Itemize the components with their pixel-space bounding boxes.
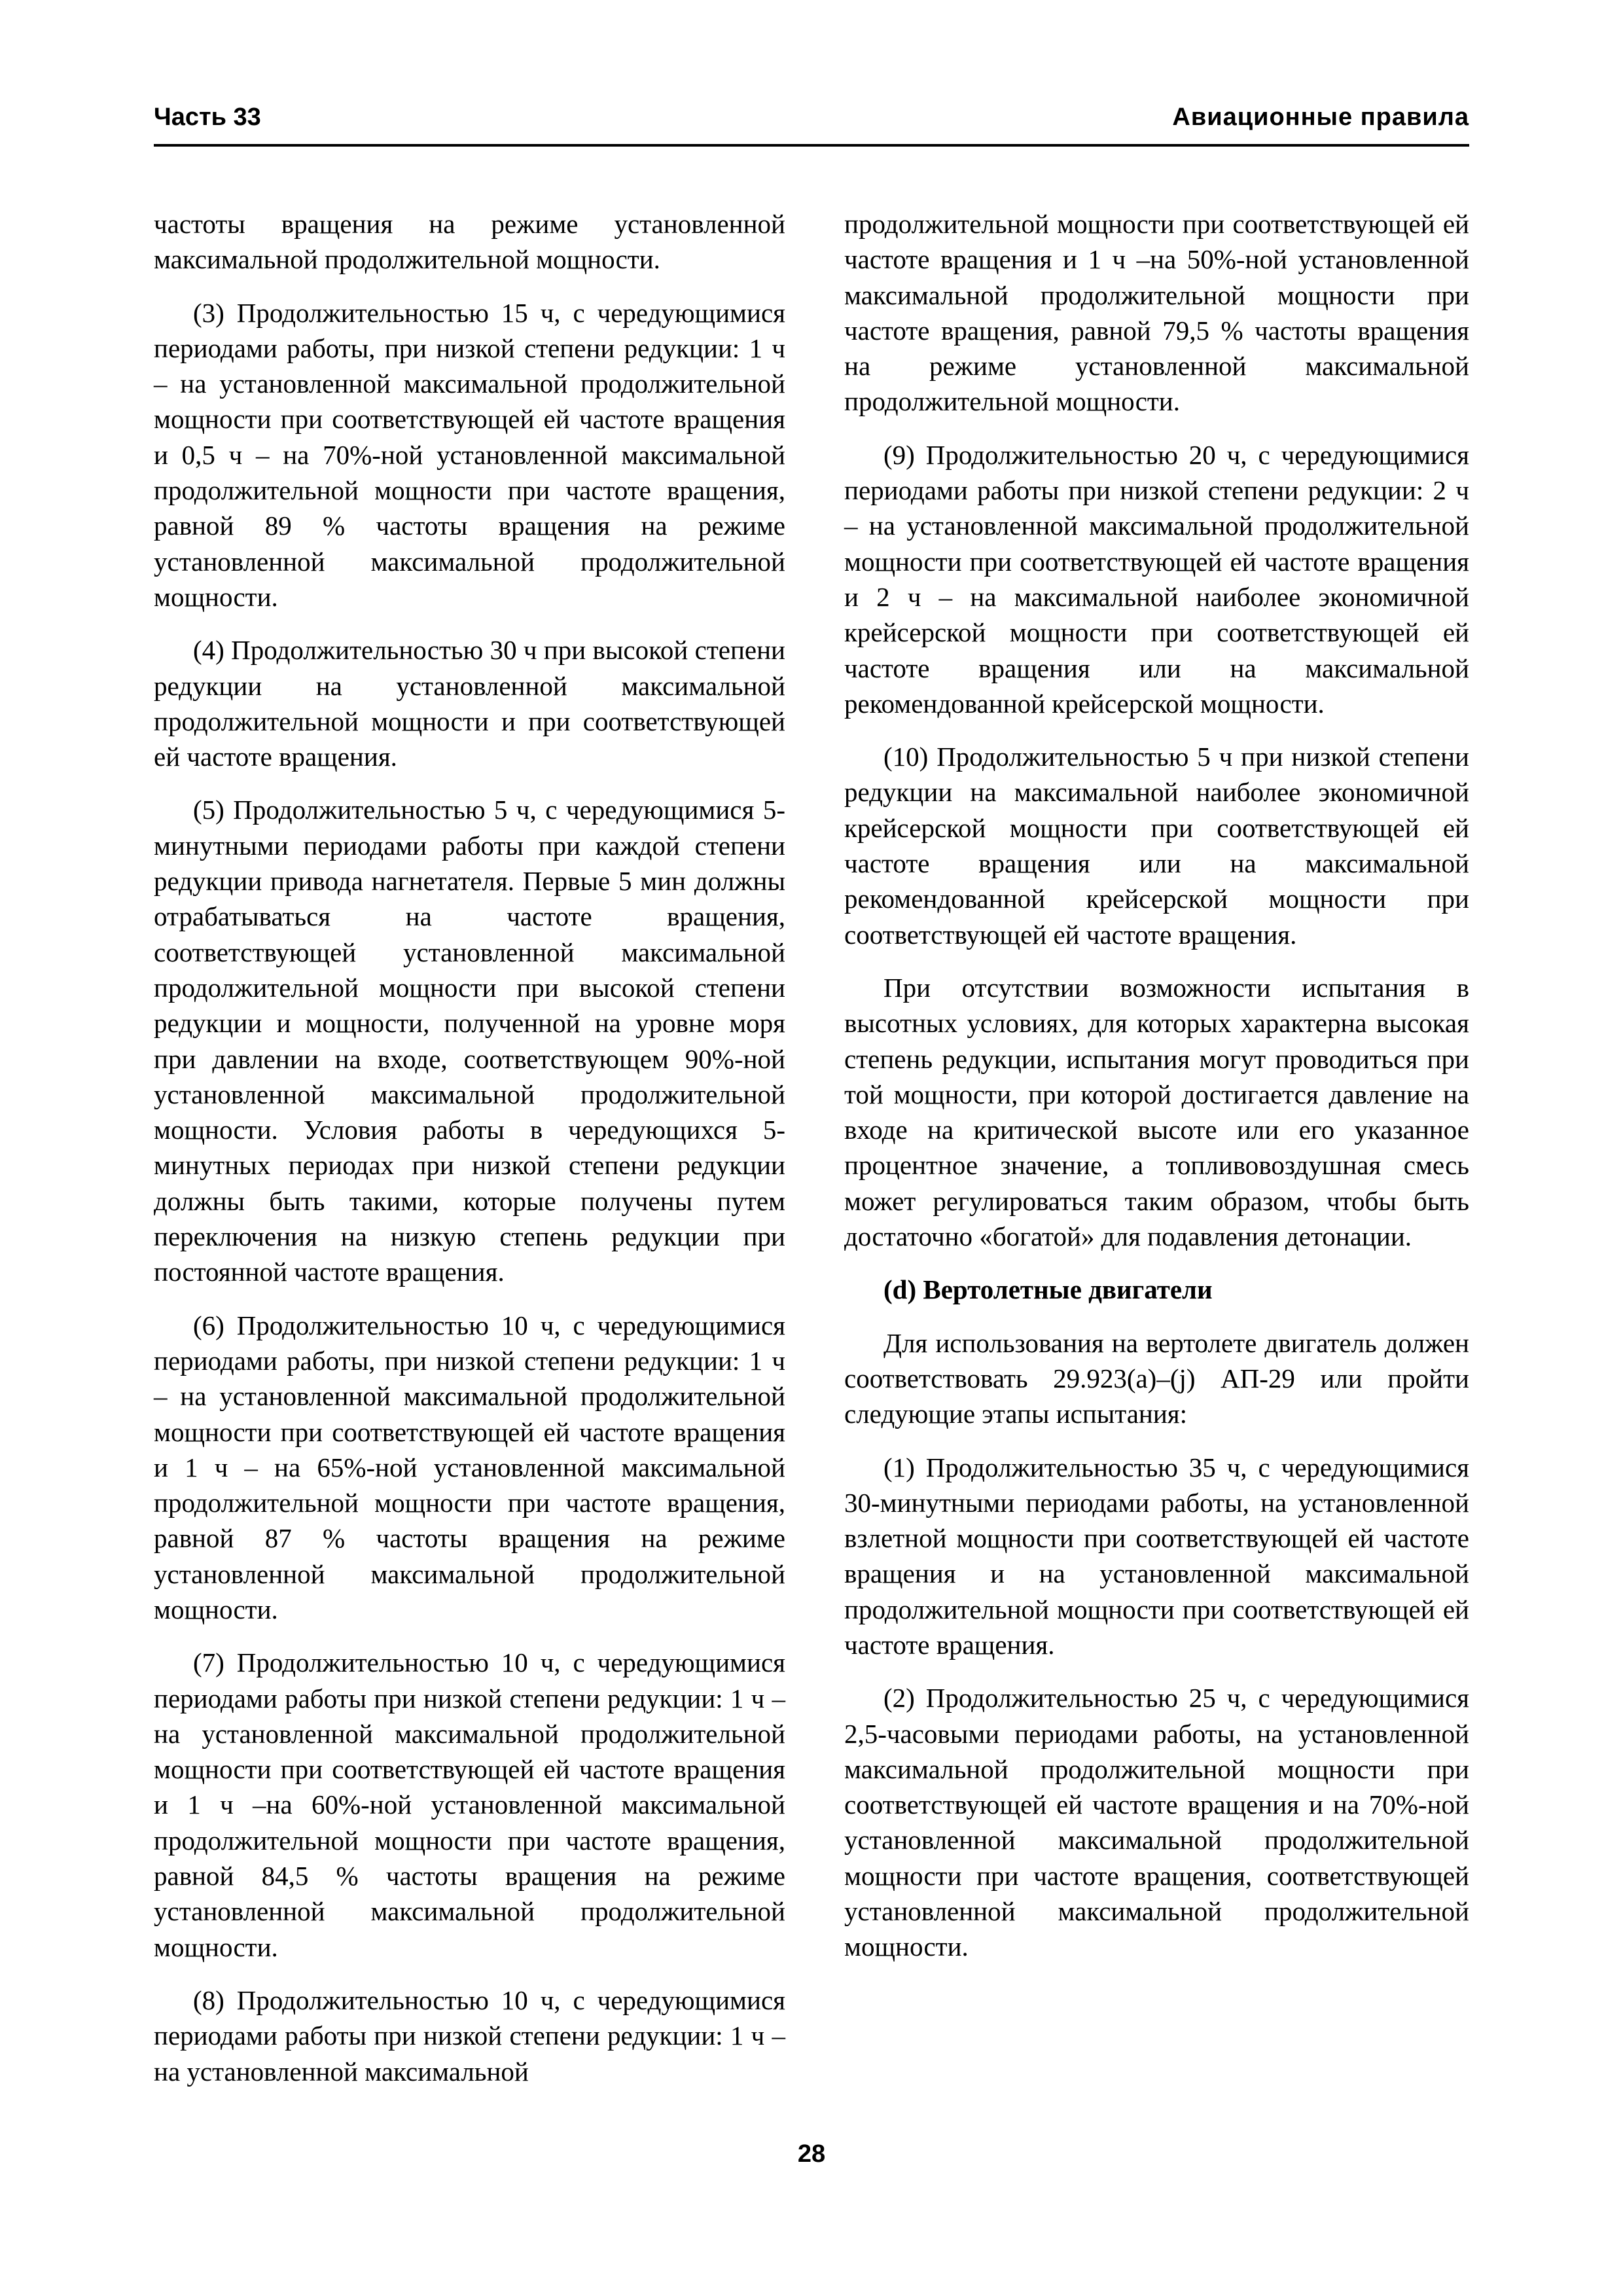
right-column xyxy=(844,206,1469,1982)
running-header xyxy=(154,103,1469,147)
paragraph-helicopter-intro: Для использования на вертолете двигатель должен соответствовать 29.923(a)–(j) АП-29 или пройти следующие этапы испытания: xyxy=(844,1327,1469,1429)
paragraph-item-5: (5) Продолжительностью 5 ч, с чередующимися 5-минутными периодами работы при каждой степени редукции привода нагнетателя. Первые 5 мин должны отрабатываться на частоте вращения, соответствующей установленной максимальной продолжительной мощности при высокой степени редукции и мощности, полученной на уровне моря при давлении на входе, соответствующем 90%-ной установленной максимальной продолжительной мощности. Условия работы в чередующихся 5-минутных периодах при низкой степени редукции должны быть такими, которые получены путем переключения на низкую степень редукции при постоянной частоте вращения. xyxy=(154,795,785,1287)
section-heading-helicopter-engines: (d) Вертолетные двигатели xyxy=(883,1274,1213,1305)
paragraph-item-3: (3) Продолжительностью 15 ч, с чередующимися периодами работы, при низкой степени редукции: 1 ч – на установленной максимальной продолжительной мощности при соответствующей ей частоте вращения и 0,5 ч – на 70%-ной установленной максимальной продолжительной мощности при частоте вращения, равной 89 % частоты вращения на режиме установленной максимальной продолжительной мощности. xyxy=(154,297,785,612)
paragraph-heli-item-1: (1) Продолжительностью 35 ч, с чередующимися 30-минутными периодами работы, на установленной взлетной мощности при соответствующей ей частоте вращения и на установленной максимальной продолжительной мощности при соответствующей ей частоте вращения. xyxy=(844,1452,1469,1660)
paragraph-item-4: (4) Продолжительностью 30 ч при высокой степени редукции на установленной максимальной продолжительной мощности и при соответствующей ей частоте вращения. xyxy=(154,635,785,772)
paragraph-item-10: (10) Продолжительностью 5 ч при низкой степени редукции на максимальной наиболее экономичной крейсерской мощности при соответствующей ей частоте вращения или на максимальной рекомендованной крейсерской мощности при соответствующей ей частоте вращения. xyxy=(844,742,1469,950)
left-column xyxy=(154,206,785,2107)
paragraph-item-8: (8) Продолжительностью 10 ч, с чередующимися периодами работы при низкой степени редукции: 1 ч – на установленной максимальной xyxy=(154,1984,785,2087)
document-title: Авиационные правила xyxy=(1172,103,1469,131)
part-label: Часть 33 xyxy=(154,103,261,131)
paragraph-heli-item-2: (2) Продолжительностью 25 ч, с чередующимися 2,5-часовыми периодами работы, на установленной максимальной продолжительной мощности при соответствующей ей частоте вращения и на 70%-ной установленной максимальной продолжительной мощности при частоте вращения, соответствующей установленной максимальной продолжительной мощности. xyxy=(844,1683,1469,1962)
page-number: 28 xyxy=(797,2140,826,2168)
paragraph-continued: частоты вращения на режиме установленной максимальной продолжительной мощности. xyxy=(154,209,785,275)
paragraph-item-6: (6) Продолжительностью 10 ч, с чередующимися периодами работы, при низкой степени редукции: 1 ч – на установленной максимальной продолжительной мощности при соответствующей ей частоте вращения и 1 ч – на 65%-ной установленной максимальной продолжительной мощности при частоте вращения, равной 87 % частоты вращения на режиме установленной максимальной продолжительной мощности. xyxy=(154,1310,785,1624)
paragraph-item-8-continued: продолжительной мощности при соответствующей ей частоте вращения и 1 ч –на 50%-ной установленной максимальной продолжительной мощности при частоте вращения, равной 79,5 % частоты вращения на режиме установленной максимальной продолжительной мощности. xyxy=(844,209,1469,417)
paragraph-item-7: (7) Продолжительностью 10 ч, с чередующимися периодами работы при низкой степени редукции: 1 ч – на установленной максимальной продолжительной мощности при соответствующей ей частоте вращения и 1 ч –на 60%-ной установленной максимальной продолжительной мощности при частоте вращения, равной 84,5 % частоты вращения на режиме установленной максимальной продолжительной мощности. xyxy=(154,1647,785,1962)
paragraph-altitude-note: При отсутствии возможности испытания в высотных условиях, для которых характерна высокая степень редукции, испытания могут проводиться при той мощности, при которой достигается давление на входе на критической высоте или его указанное процентное значение, а топливовоздушная смесь может регулироваться таким образом, чтобы быть достаточно «богатой» для подавления детонации. xyxy=(844,972,1469,1252)
paragraph-item-9: (9) Продолжительностью 20 ч, с чередующимися периодами работы при низкой степени редукции: 2 ч – на установленной максимальной продолжительной мощности при соответствующей ей частоте вращения и 2 ч – на максимальной наиболее экономичной крейсерской мощности при соответствующей ей частоте вращения или на максимальной рекомендованной крейсерской мощности. xyxy=(844,439,1469,719)
